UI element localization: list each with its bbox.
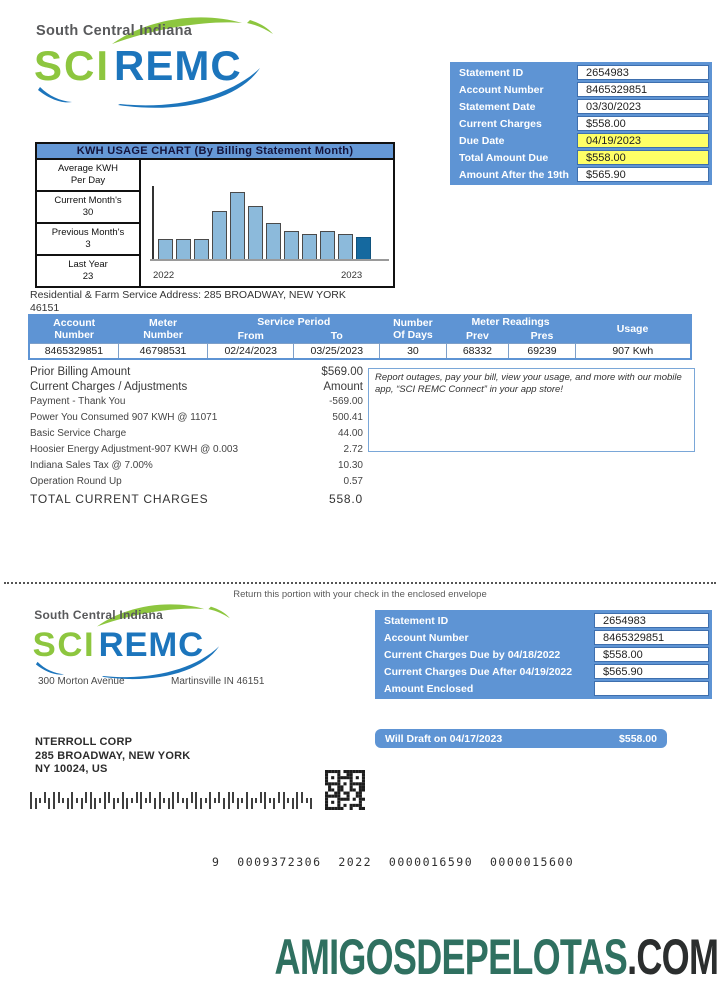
watermark-tld: .COM bbox=[626, 929, 718, 985]
total-charges-row bbox=[30, 492, 363, 506]
summary-row bbox=[453, 167, 709, 182]
remit-value: 2654983 bbox=[594, 613, 709, 628]
cell-prev: 68332 bbox=[446, 344, 509, 360]
cell-to: 03/25/2023 bbox=[294, 344, 380, 360]
postal-barcode-bar bbox=[71, 792, 73, 809]
postal-barcode-bar bbox=[58, 792, 60, 803]
postal-barcode-bar bbox=[30, 792, 32, 809]
remit-value: $558.00 bbox=[594, 647, 709, 662]
col-days: Number Of Days bbox=[380, 315, 446, 344]
postal-barcode-bar bbox=[209, 792, 211, 809]
postal-barcode-bar bbox=[177, 792, 179, 803]
summary-value: $558.00 bbox=[577, 116, 709, 131]
summary-value: 8465329851 bbox=[577, 82, 709, 97]
postal-barcode-bar bbox=[35, 798, 37, 809]
postal-barcode-bar bbox=[255, 798, 257, 803]
watermark-name: AMIGOSDEPELOTAS bbox=[274, 929, 627, 985]
postal-barcode-bar bbox=[195, 792, 197, 809]
draft-amount: $558.00 bbox=[619, 732, 657, 745]
postal-barcode-bar bbox=[218, 792, 220, 803]
postal-barcode-bar bbox=[287, 798, 289, 803]
adjustments-header-row bbox=[30, 381, 363, 393]
postal-barcode-bar bbox=[53, 792, 55, 809]
postal-barcode-bar bbox=[182, 798, 184, 803]
logo-blue-tick bbox=[38, 87, 72, 102]
chart-side-row bbox=[37, 160, 139, 192]
remit-row-amount-enclosed bbox=[378, 681, 709, 696]
col-service-period: Service Period bbox=[208, 315, 380, 330]
brand-sci: SCI bbox=[32, 626, 96, 665]
summary-row bbox=[453, 65, 709, 80]
statement-summary-table bbox=[450, 62, 712, 185]
chart-bar bbox=[194, 239, 209, 259]
side-row-label: Current Month's bbox=[54, 195, 122, 206]
sci-remc-logo bbox=[26, 8, 278, 108]
charge-label: Current Charges / Adjustments bbox=[30, 381, 188, 393]
remit-row bbox=[378, 647, 709, 662]
postal-barcode-bar bbox=[62, 798, 64, 803]
remit-row bbox=[378, 664, 709, 679]
charge-amount: -569.00 bbox=[329, 396, 363, 407]
postal-barcode-bar bbox=[310, 798, 312, 809]
summary-value: 2654983 bbox=[577, 65, 709, 80]
postal-barcode-bar bbox=[168, 798, 170, 809]
charge-amount: 500.41 bbox=[332, 412, 363, 423]
summary-value: $558.00 bbox=[577, 150, 709, 165]
remit-label: Current Charges Due by 04/18/2022 bbox=[384, 649, 561, 661]
prior-billing-row bbox=[30, 366, 363, 378]
col-readings: Meter Readings bbox=[446, 315, 575, 330]
postal-barcode-bar bbox=[113, 798, 115, 809]
postal-barcode-bar bbox=[283, 792, 285, 809]
postal-barcode-bar bbox=[104, 792, 106, 809]
postal-barcode-bar bbox=[149, 792, 151, 803]
chart-title: KWH USAGE CHART (By Billing Statement Month) bbox=[37, 144, 393, 160]
summary-label: Statement Date bbox=[459, 101, 536, 113]
usage-header-row1 bbox=[29, 315, 691, 330]
brand-remc: REMC bbox=[114, 42, 242, 89]
charge-line bbox=[30, 396, 363, 407]
postal-barcode bbox=[30, 792, 315, 810]
charge-amount: 2.72 bbox=[343, 444, 363, 455]
customer-street: 285 BROADWAY, NEW YORK bbox=[35, 749, 191, 762]
remittance-summary-table bbox=[375, 610, 712, 699]
cell-pres: 69239 bbox=[509, 344, 575, 360]
service-address bbox=[30, 289, 346, 315]
postal-barcode-bar bbox=[223, 798, 225, 809]
postal-barcode-bar bbox=[99, 798, 101, 803]
chart-bar bbox=[320, 231, 335, 259]
amount-enclosed-box bbox=[594, 681, 709, 696]
chart-side-row bbox=[37, 256, 139, 286]
side-row-value: 3 bbox=[85, 239, 91, 250]
charge-label: Basic Service Charge bbox=[30, 428, 127, 439]
qr-code bbox=[325, 770, 365, 810]
summary-value: 03/30/2023 bbox=[577, 99, 709, 114]
auto-draft-bar bbox=[375, 729, 667, 748]
postal-barcode-bar bbox=[90, 792, 92, 809]
postal-barcode-bar bbox=[191, 792, 193, 803]
chart-bar bbox=[158, 239, 173, 259]
postal-barcode-bar bbox=[232, 792, 234, 803]
col-account: Account Number bbox=[29, 315, 118, 344]
remit-value: $565.90 bbox=[594, 664, 709, 679]
site-watermark bbox=[274, 928, 718, 986]
customer-name: NTERROLL CORP bbox=[35, 736, 133, 748]
postal-barcode-bar bbox=[140, 792, 142, 809]
remit-row bbox=[378, 613, 709, 628]
charge-label: Indiana Sales Tax @ 7.00% bbox=[30, 460, 153, 471]
service-address-line1: Residential & Farm Service Address: 285 BROADWAY, NEW YORK bbox=[30, 289, 346, 301]
col-to: To bbox=[294, 330, 380, 344]
x-axis-label-start: 2022 bbox=[153, 270, 175, 281]
charges-breakdown bbox=[30, 366, 363, 506]
summary-row bbox=[453, 99, 709, 114]
summary-label: Account Number bbox=[459, 84, 544, 96]
postal-barcode-bar bbox=[205, 798, 207, 803]
kwh-usage-chart bbox=[35, 142, 395, 288]
postal-barcode-bar bbox=[172, 792, 174, 809]
customer-city: NY 10024, US bbox=[35, 763, 108, 775]
cell-days: 30 bbox=[380, 344, 446, 360]
remit-label: Statement ID bbox=[384, 615, 449, 627]
charge-amount: $569.00 bbox=[321, 366, 363, 378]
postal-barcode-bar bbox=[200, 798, 202, 809]
side-row-label: Previous Month's bbox=[51, 227, 125, 238]
postal-barcode-bar bbox=[81, 798, 83, 809]
chart-bar bbox=[176, 239, 191, 259]
chart-side-row bbox=[37, 224, 139, 256]
charge-line bbox=[30, 460, 363, 471]
postal-barcode-bar bbox=[76, 798, 78, 803]
chart-y-axis bbox=[152, 186, 154, 260]
summary-row-due-date bbox=[453, 133, 709, 148]
cell-usage: 907 Kwh bbox=[575, 344, 691, 360]
draft-label: Will Draft on 04/17/2023 bbox=[385, 732, 503, 745]
summary-value: 04/19/2023 bbox=[577, 133, 709, 148]
remit-label: Current Charges Due After 04/19/2022 bbox=[384, 666, 573, 678]
postal-barcode-bar bbox=[154, 798, 156, 809]
sci-remc-logo-small bbox=[26, 596, 234, 680]
remit-row bbox=[378, 630, 709, 645]
side-row-label: Last Year bbox=[68, 259, 108, 270]
charge-amount: 0.57 bbox=[343, 476, 363, 487]
postal-barcode-bar bbox=[296, 792, 298, 809]
amount-column-header: Amount bbox=[323, 381, 363, 393]
postal-barcode-bar bbox=[48, 798, 50, 809]
chart-side-row bbox=[37, 192, 139, 224]
summary-row bbox=[453, 116, 709, 131]
postal-barcode-bar bbox=[122, 792, 124, 809]
chart-bar bbox=[302, 234, 317, 259]
chart-bar bbox=[266, 223, 281, 259]
brand-sci: SCI bbox=[34, 42, 111, 89]
brand-tagline: South Central Indiana bbox=[36, 23, 193, 39]
logo-green-tick bbox=[247, 20, 273, 34]
postal-barcode-bar bbox=[94, 798, 96, 809]
postal-barcode-bar bbox=[108, 792, 110, 803]
charge-line bbox=[30, 444, 363, 455]
charge-amount: 44.00 bbox=[337, 428, 363, 439]
remit-value: 8465329851 bbox=[594, 630, 709, 645]
usage-data-row bbox=[29, 344, 691, 360]
chart-bar bbox=[284, 231, 299, 259]
charge-line bbox=[30, 412, 363, 423]
charge-label: Hoosier Energy Adjustment-907 KWH @ 0.003 bbox=[30, 444, 239, 455]
chart-bar bbox=[230, 192, 245, 259]
summary-value: $565.90 bbox=[577, 167, 709, 182]
charge-label: Operation Round Up bbox=[30, 476, 122, 487]
charge-label: Payment - Thank You bbox=[30, 396, 126, 407]
charge-label: Prior Billing Amount bbox=[30, 366, 131, 378]
service-address-line2: 46151 bbox=[30, 302, 60, 314]
cell-account: 8465329851 bbox=[29, 344, 118, 360]
office-address bbox=[38, 676, 265, 687]
postal-barcode-bar bbox=[67, 798, 69, 809]
separator-text: Return this portion with your check in the enclosed envelope bbox=[233, 589, 487, 600]
summary-label: Statement ID bbox=[459, 67, 524, 79]
postal-barcode-bar bbox=[44, 792, 46, 803]
postal-barcode-bar bbox=[273, 798, 275, 809]
summary-label: Amount After the 19th bbox=[459, 169, 569, 181]
total-label: TOTAL CURRENT CHARGES bbox=[30, 492, 209, 506]
remit-label: Account Number bbox=[384, 632, 469, 644]
postal-barcode-bar bbox=[39, 798, 41, 803]
postal-barcode-bar bbox=[228, 792, 230, 809]
postal-barcode-bar bbox=[264, 792, 266, 809]
cell-meter: 46798531 bbox=[118, 344, 207, 360]
postal-barcode-bar bbox=[269, 798, 271, 803]
brand-remc: REMC bbox=[98, 626, 204, 665]
postal-barcode-bar bbox=[246, 792, 248, 809]
postal-barcode-bar bbox=[237, 798, 239, 809]
postal-barcode-bar bbox=[214, 798, 216, 803]
office-city: Martinsville IN 46151 bbox=[171, 676, 265, 687]
postal-barcode-bar bbox=[251, 798, 253, 809]
summary-row bbox=[453, 82, 709, 97]
total-amount: 558.0 bbox=[328, 492, 363, 506]
charge-amount: 10.30 bbox=[337, 460, 363, 471]
cell-from: 02/24/2023 bbox=[208, 344, 294, 360]
chart-x-axis bbox=[150, 259, 389, 261]
postal-barcode-bar bbox=[136, 792, 138, 803]
side-row-value: 30 bbox=[82, 207, 94, 218]
ocr-scan-line: 9 0009372306 2022 0000016590 0000015600 bbox=[212, 855, 575, 869]
remit-label: Amount Enclosed bbox=[384, 683, 474, 695]
chart-bars bbox=[158, 188, 371, 259]
postal-barcode-bar bbox=[260, 792, 262, 803]
summary-label: Due Date bbox=[459, 135, 505, 147]
postal-barcode-bar bbox=[145, 798, 147, 803]
summary-label: Current Charges bbox=[459, 118, 542, 130]
usage-table bbox=[28, 314, 692, 360]
office-street: 300 Morton Avenue bbox=[38, 676, 125, 687]
brand-tagline: South Central Indiana bbox=[34, 608, 163, 623]
side-row-value: Per Day bbox=[70, 175, 106, 186]
postal-barcode-bar bbox=[117, 798, 119, 803]
postal-barcode-bar bbox=[126, 798, 128, 809]
chart-bar bbox=[338, 234, 353, 259]
summary-row-total-due bbox=[453, 150, 709, 165]
col-meter: Meter Number bbox=[118, 315, 207, 344]
x-axis-label-end: 2023 bbox=[341, 270, 363, 281]
postal-barcode-bar bbox=[241, 798, 243, 803]
chart-plot-area bbox=[143, 160, 393, 286]
charge-label: Power You Consumed 907 KWH @ 11071 bbox=[30, 412, 218, 423]
postal-barcode-bar bbox=[85, 792, 87, 803]
logo-green-tick bbox=[208, 607, 229, 619]
mobile-app-notice: Report outages, pay your bill, view your usage, and more with our mobile app, “SCI REMC Connect” in your app store! bbox=[368, 368, 695, 452]
charge-line bbox=[30, 428, 363, 439]
charge-line bbox=[30, 476, 363, 487]
summary-label: Total Amount Due bbox=[459, 152, 549, 164]
customer-address bbox=[35, 736, 190, 777]
side-row-label: Average KWH bbox=[57, 163, 118, 174]
postal-barcode-bar bbox=[131, 798, 133, 803]
col-prev: Prev bbox=[446, 330, 509, 344]
postal-barcode-bar bbox=[278, 792, 280, 803]
postal-barcode-bar bbox=[163, 798, 165, 803]
postal-barcode-bar bbox=[292, 798, 294, 809]
postal-barcode-bar bbox=[186, 798, 188, 809]
postal-barcode-bar bbox=[306, 798, 308, 803]
chart-bar bbox=[356, 237, 371, 259]
chart-bar bbox=[248, 206, 263, 259]
side-row-value: 23 bbox=[82, 271, 94, 282]
chart-bar bbox=[212, 211, 227, 259]
col-pres: Pres bbox=[509, 330, 575, 344]
col-from: From bbox=[208, 330, 294, 344]
chart-side-panel bbox=[37, 160, 141, 286]
col-usage: Usage bbox=[575, 315, 691, 344]
postal-barcode-bar bbox=[159, 792, 161, 809]
postal-barcode-bar bbox=[301, 792, 303, 803]
